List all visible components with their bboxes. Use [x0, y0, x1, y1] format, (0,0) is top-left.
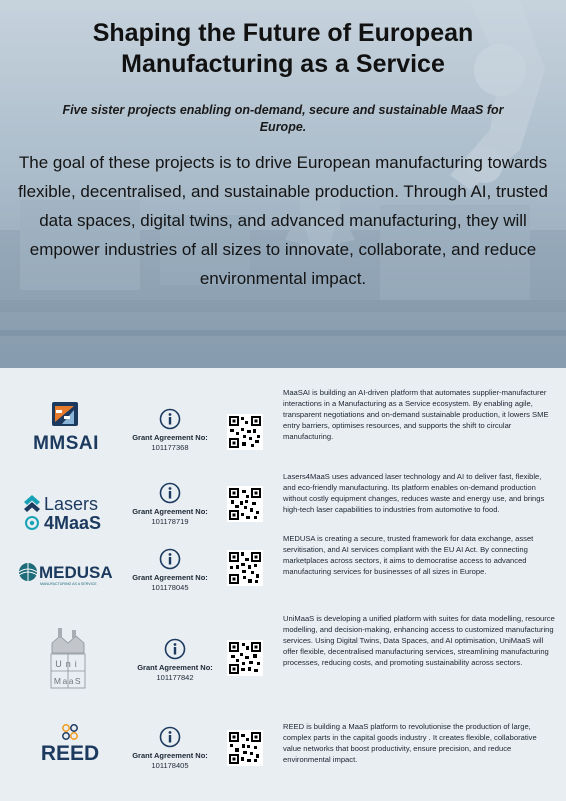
maasai-wordmark: MMSAI — [33, 433, 99, 454]
info-icon — [159, 408, 181, 430]
reed-logo — [12, 708, 120, 796]
title-line-1: Shaping the Future of European — [92, 19, 474, 47]
tagline: Five sister projects enabling on-demand, secure and sustainable MaaS for Europe. — [62, 103, 504, 134]
grant-number: 101177368 — [151, 443, 189, 452]
project-row-maasai — [0, 380, 566, 472]
4maas-wordmark: 4MaaS — [44, 513, 102, 533]
medusa-wordmark: MEDUSA — [39, 563, 113, 582]
project-row-unimaas — [0, 608, 566, 708]
goal-statement: The goal of these projects is to drive European manufacturing towards flexible, decentralised, and sustainable production. Through AI, trusted data spaces, digital twins, and advanced manufacturing, they will empower industries of all sizes to innovate, collaborate, and reduce environmental impact. — [18, 153, 548, 288]
lasers-chevron-icon — [24, 495, 40, 512]
maasai-emblem-icon — [52, 402, 78, 426]
grant-number: 101178719 — [151, 517, 189, 526]
project-description: MEDUSA is creating a secure, trusted framework for data exchange, asset servitisation, and AI services compliant with the EU AI Act. By connecting marketplaces across sectors, it aims to democratise access to advanced manufacturing services for businesses of all sizes in Europe. — [283, 534, 534, 576]
unimaas-logo — [12, 608, 120, 708]
title-line-2: Manufacturing as a Service — [121, 50, 445, 78]
grant-label: Grant Agreement No: — [132, 433, 208, 442]
page-title — [0, 0, 566, 80]
grant-label: Grant Agreement No: — [132, 573, 208, 582]
info-icon — [164, 638, 186, 660]
grant-label: Grant Agreement No: — [132, 751, 208, 760]
project-description: Lasers4MaaS uses advanced laser technology and AI to deliver fast, flexible, and eco-friendly manufacturing. Its platform enables on-demand production without costly equipment changes, reduces waste and energy use, and brings high-tech laser capabilities to industries from automotive to food. — [283, 472, 545, 514]
hero-text — [0, 0, 566, 293]
project-row-medusa — [0, 534, 566, 613]
project-description: REED is building a MaaS platform to revolutionise the production of large, complex parts in the capital goods industry . It creates flexible, collaborative value networks that boost productivity, ensure precision, and reduce environmental impact. — [283, 722, 537, 764]
medusa-globe-icon — [19, 563, 37, 581]
qr-code-icon[interactable] — [227, 486, 263, 522]
uni-wordmark: Uni — [55, 659, 81, 669]
grant-block-medusa — [125, 548, 215, 593]
reed-nodes-icon — [63, 725, 77, 739]
info-icon — [159, 548, 181, 570]
projects-list — [0, 368, 566, 800]
grant-block-reed — [125, 726, 215, 771]
info-icon — [159, 726, 181, 748]
grant-label: Grant Agreement No: — [132, 507, 208, 516]
project-description: UniMaaS is developing a unified platform with suites for data modelling, resource modelling, and decision-making, enhancing access to customized manufacturing services. Using Digital Twins, Data Spaces, and AI optimisation, UniMaaS will offer flexible, decentralised manufacturing services, streamlining manufacturing processes, reducing costs, and promoting sustainability across sectors. — [283, 614, 555, 667]
info-icon — [159, 482, 181, 504]
maasai-logo — [12, 380, 120, 472]
qr-code-icon[interactable] — [227, 414, 263, 450]
grant-block-maasai — [125, 408, 215, 453]
grant-number: 101178045 — [151, 583, 189, 592]
lasers-wordmark: Lasers — [44, 494, 99, 514]
unimaas-factory-icon — [52, 628, 84, 653]
lasers-target-icon — [26, 517, 38, 529]
maas-wordmark: MaaS — [53, 676, 83, 686]
project-row-reed — [0, 708, 566, 796]
reed-wordmark: REED — [40, 742, 100, 765]
grant-label: Grant Agreement No: — [137, 663, 213, 672]
qr-code-icon[interactable] — [227, 550, 263, 586]
grant-block-unimaas — [130, 638, 220, 683]
qr-code-icon[interactable] — [227, 730, 263, 766]
hero-section — [0, 0, 566, 368]
grant-number: 101178405 — [151, 761, 189, 770]
medusa-subtext: MANUFACTURING AS A SERVICE — [40, 582, 97, 586]
grant-number: 101177842 — [156, 673, 194, 682]
grant-block-lasers4maas — [125, 482, 215, 527]
medusa-logo — [8, 538, 126, 613]
project-description: MaaSAI is building an AI-driven platform that automates supplier-manufacturer interactions in a Manufacturing as a Service ecosystem. By enabling agile, transparent negotiations and on-demand sustainable production, it lowers SME entry barriers, optimises resources, and supports the shift to circular manufacturing. — [283, 388, 549, 441]
qr-code-icon[interactable] — [227, 640, 263, 676]
